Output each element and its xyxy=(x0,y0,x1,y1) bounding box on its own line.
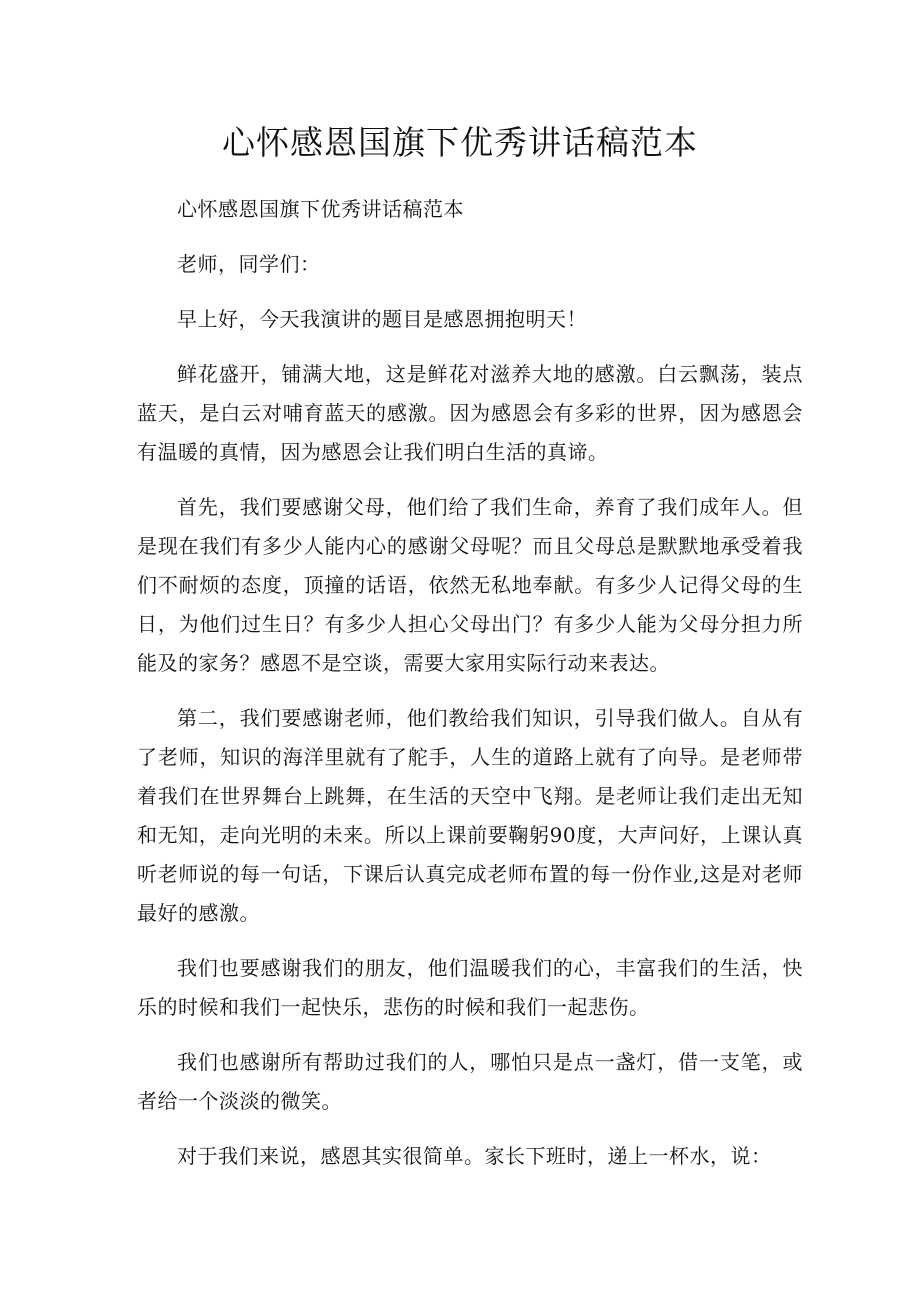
document-body xyxy=(137,190,803,1192)
paragraph-subtitle: 心怀感恩国旗下优秀讲话稿范本 xyxy=(177,197,464,221)
paragraph-simple-gratitude: 对于我们来说，感恩其实很简单。家长下班时，递上一杯水，说： xyxy=(177,1144,772,1168)
paragraph-parents: 首先，我们要感谢父母，他们给了我们生命，养育了我们成年人。但是现在我们有多少人能内心的感谢父母呢？而且父母总是默默地承受着我们不耐烦的态度，顶撞的话语，依然无私地奉献。有多少人记得父母的生日，为他们过生日？有多少人担心父母出门？有多少人能为父母分担力所能及的家务？感恩不是空谈，需要大家用实际行动来表达。 xyxy=(137,495,803,675)
paragraph-teachers: 第二，我们要感谢老师，他们教给我们知识，引导我们做人。自从有了老师，知识的海洋里就有了舵手，人生的道路上就有了向导。是老师带着我们在世界舞台上跳舞，在生活的天空中飞翔。是老师让我们走出无知和无知，走向光明的未来。所以上课前要鞠躬90度，大声问好，上课认真听老师说的每一句话，下课后认真完成老师布置的每一份作业,这是对老师最好的感激。 xyxy=(137,706,803,925)
paragraph-salutation: 老师，同学们： xyxy=(177,252,321,276)
paragraph-friends: 我们也要感谢我们的朋友，他们温暖我们的心，丰富我们的生活，快乐的时候和我们一起快乐，悲伤的时候和我们一起悲伤。 xyxy=(137,956,803,1019)
paragraph-greeting: 早上好，今天我演讲的题目是感恩拥抱明天！ xyxy=(177,307,587,331)
paragraph-flowers: 鲜花盛开，铺满大地，这是鲜花对滋养大地的感激。白云飘荡，装点蓝天，是白云对哺育蓝天的感激。因为感恩会有多彩的世界，因为感恩会有温暖的真情，因为感恩会让我们明白生活的真谛。 xyxy=(137,362,803,464)
paragraph-helpers: 我们也感谢所有帮助过我们的人，哪怕只是点一盏灯，借一支笔，或者给一个淡淡的微笑。 xyxy=(137,1050,803,1113)
document-title: 心怀感恩国旗下优秀讲话稿范本 xyxy=(222,123,698,162)
